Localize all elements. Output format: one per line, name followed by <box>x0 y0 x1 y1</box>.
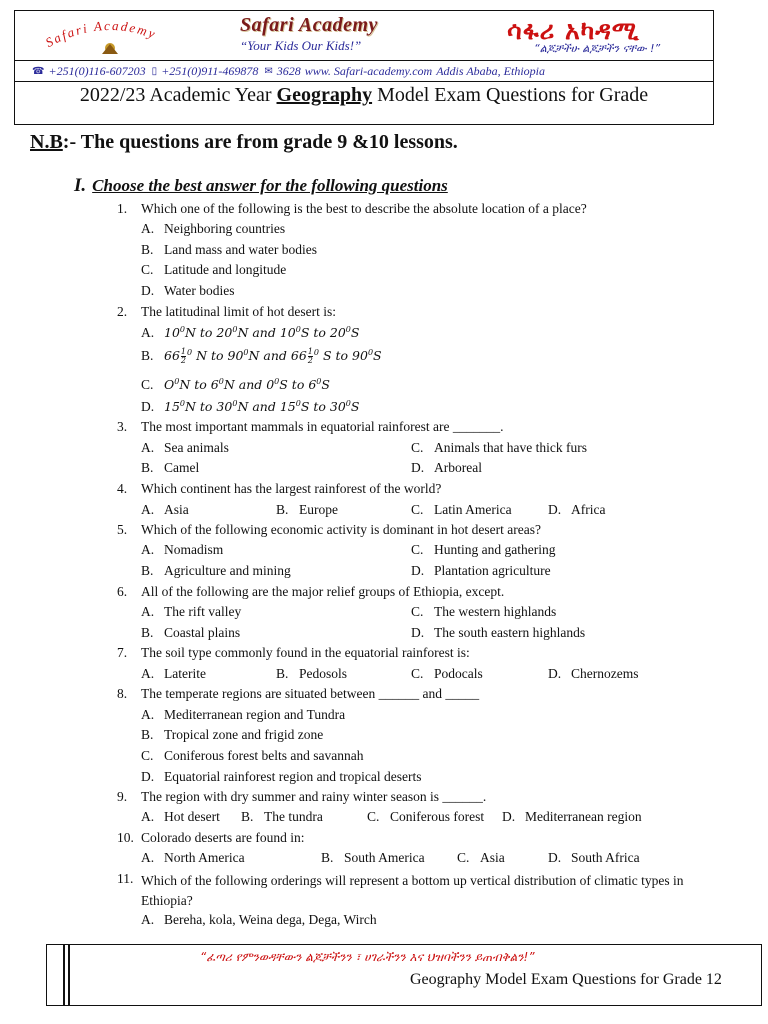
question-text: Which of the following economic activity is dominant in hot desert areas? <box>141 522 542 537</box>
option-math: $10^0N$ to $20^0N$ and $10^0S$ to $20^0S$ <box>164 325 360 341</box>
option-text: The rift valley <box>164 604 242 619</box>
option[interactable] <box>141 440 229 456</box>
question-number: 9. <box>117 789 128 804</box>
option[interactable] <box>411 625 585 641</box>
question-11 <box>117 871 731 911</box>
option-letter: B. <box>276 666 289 681</box>
section-heading-text: Choose the best answer for the following questions <box>92 176 448 195</box>
option[interactable] <box>141 625 240 641</box>
brand-name-amharic: ሳፋሪ አካዳሚ <box>507 16 640 45</box>
option-letter: D. <box>548 666 562 681</box>
option-text: Asia <box>480 850 505 865</box>
option-letter: C. <box>411 502 424 517</box>
option[interactable] <box>141 604 241 620</box>
option-letter: D. <box>411 563 425 578</box>
option-text: The south eastern highlands <box>434 625 586 640</box>
option[interactable] <box>367 809 484 825</box>
option[interactable] <box>141 707 345 723</box>
option[interactable] <box>141 399 359 415</box>
option-letter: C. <box>367 809 380 824</box>
question-10 <box>117 830 304 846</box>
option[interactable] <box>141 377 330 393</box>
question-5 <box>117 522 541 538</box>
option[interactable] <box>457 850 505 866</box>
option[interactable] <box>141 666 206 682</box>
option[interactable] <box>411 542 555 558</box>
option[interactable] <box>276 666 347 682</box>
question-text: The latitudinal limit of hot desert is: <box>141 304 336 319</box>
option[interactable] <box>141 502 189 518</box>
option-text: Coniferous forest <box>390 809 485 824</box>
title-prefix: 2022/23 Academic Year <box>79 84 272 106</box>
question-1 <box>117 201 587 217</box>
option[interactable] <box>321 850 425 866</box>
option-letter: A. <box>141 666 155 681</box>
option[interactable] <box>276 502 338 518</box>
option[interactable] <box>141 912 377 928</box>
option-text: Latin America <box>434 502 512 517</box>
fraction: $\frac{1}{2}$ <box>307 347 313 366</box>
question-number: 4. <box>117 481 128 496</box>
option-letter: B. <box>141 727 154 742</box>
option-text: Equatorial rainforest region and tropical deserts <box>164 769 422 784</box>
mail-icon: ✉ <box>264 65 273 77</box>
option-letter: B. <box>241 809 254 824</box>
question-2 <box>117 304 336 320</box>
option-text: The western highlands <box>434 604 557 619</box>
option-letter: D. <box>141 283 155 298</box>
question-4 <box>117 481 441 497</box>
option[interactable] <box>141 542 223 558</box>
question-6 <box>117 584 504 600</box>
option-text: The tundra <box>264 809 323 824</box>
question-7 <box>117 645 470 661</box>
option[interactable] <box>411 502 512 518</box>
option-text: Camel <box>164 460 200 475</box>
phone-2: +251(0)911-469878 <box>161 63 259 78</box>
logo-arc-text: Safari Academy <box>42 17 159 51</box>
question-9 <box>117 789 486 805</box>
option-letter: D. <box>411 625 425 640</box>
option-letter: B. <box>141 563 154 578</box>
option-letter: C. <box>411 542 424 557</box>
option-letter: D. <box>548 850 562 865</box>
option-text: Mediterranean region <box>525 809 642 824</box>
option[interactable] <box>141 460 199 476</box>
option-text: Land mass and water bodies <box>164 242 317 257</box>
footer-divider <box>68 944 70 1006</box>
city: Addis Ababa, Ethiopia <box>436 63 545 78</box>
svg-text:Safari Academy <box>43 18 159 50</box>
website-link[interactable]: www. Safari-academy.com <box>304 63 433 78</box>
option-text: Plantation agriculture <box>434 563 551 578</box>
title-subject: Geography <box>276 84 373 106</box>
option[interactable] <box>141 283 235 299</box>
option-text: Tropical zone and frigid zone <box>164 727 324 742</box>
option-text: Laterite <box>164 666 206 681</box>
option-letter: A. <box>141 542 155 557</box>
option-text: Asia <box>164 502 189 517</box>
option-letter: C. <box>411 604 424 619</box>
question-8 <box>117 686 479 702</box>
option[interactable] <box>411 440 587 456</box>
mobile-icon: ▯ <box>151 65 158 77</box>
option-text: South Africa <box>571 850 640 865</box>
option-letter: D. <box>548 502 562 517</box>
brand-name-english: Safari Academy <box>240 14 378 36</box>
note-line <box>30 131 458 154</box>
option-letter: A. <box>141 850 155 865</box>
option-letter: C. <box>141 748 154 763</box>
question-text: Which of the following orderings will represent a bottom up vertical distribution of climatic types in Ethiopia? <box>141 873 684 908</box>
question-text: Which one of the following is the best to describe the absolute location of a place? <box>141 201 587 216</box>
option[interactable] <box>548 666 638 682</box>
option[interactable] <box>141 348 382 365</box>
option-text: Mediterranean region and Tundra <box>164 707 346 722</box>
option[interactable] <box>141 727 323 743</box>
option-text: North America <box>164 850 245 865</box>
question-text: Which continent has the largest rainforest of the world? <box>141 481 442 496</box>
question-number: 2. <box>117 304 128 319</box>
option[interactable] <box>548 502 605 518</box>
option-letter: B. <box>141 348 154 364</box>
slogan-amharic: “ልጆቻችሁ ልጆቻችን ናቸው !” <box>534 42 661 55</box>
question-text: All of the following are the major relief groups of Ethiopia, except. <box>141 584 505 599</box>
option-letter: D. <box>411 460 425 475</box>
option-math: $O^0N$ to $6^0N$ and $0^0S$ to $6^0S$ <box>164 377 330 393</box>
option-text: Pedosols <box>299 666 348 681</box>
note-label: N.B <box>30 131 63 153</box>
option[interactable] <box>141 850 245 866</box>
po-box: 3628 <box>276 63 301 78</box>
option-letter: A. <box>141 809 155 824</box>
footer-title: Geography Model Exam Questions for Grade 12 <box>410 971 722 988</box>
question-number: 10. <box>117 830 134 845</box>
fraction: $\frac{1}{2}$ <box>180 347 186 366</box>
question-number: 7. <box>117 645 128 660</box>
option-letter: A. <box>141 440 155 455</box>
option-letter: D. <box>141 399 155 415</box>
option-letter: B. <box>321 850 334 865</box>
option-letter: B. <box>276 502 289 517</box>
note-text: :- The questions are from grade 9 &10 lessons. <box>62 131 458 153</box>
option-letter: C. <box>141 262 154 277</box>
option[interactable] <box>141 242 317 258</box>
option[interactable] <box>141 748 363 764</box>
option-letter: A. <box>141 604 155 619</box>
option-text: Nomadism <box>164 542 224 557</box>
contact-row <box>14 60 714 82</box>
question-text: The most important mammals in equatorial rainforest are _______. <box>141 419 504 434</box>
question-number: 3. <box>117 419 128 434</box>
option[interactable] <box>141 221 285 237</box>
option[interactable] <box>141 809 220 825</box>
option-text: Bereha, kola, Weina dega, Dega, Wirch <box>164 912 377 927</box>
question-text: The region with dry summer and rainy winter season is ______. <box>141 789 487 804</box>
option-letter: C. <box>411 666 424 681</box>
option-text: Africa <box>571 502 606 517</box>
option-letter: A. <box>141 325 155 341</box>
option-letter: C. <box>411 440 424 455</box>
option-letter: B. <box>141 625 154 640</box>
option[interactable] <box>411 604 556 620</box>
option[interactable] <box>141 325 359 341</box>
question-text: The temperate regions are situated between ______ and _____ <box>141 686 480 701</box>
option[interactable] <box>141 262 286 278</box>
option-text: Water bodies <box>164 283 235 298</box>
option-letter: A. <box>141 221 155 236</box>
safari-academy-logo <box>30 14 190 60</box>
option-text: Arboreal <box>434 460 482 475</box>
question-number: 6. <box>117 584 128 599</box>
option[interactable] <box>241 809 323 825</box>
option[interactable] <box>411 563 551 579</box>
option-letter: C. <box>457 850 470 865</box>
option-text: Neighboring countries <box>164 221 286 236</box>
question-text: The soil type commonly found in the equatorial rainforest is: <box>141 645 470 660</box>
option-text: Coniferous forest belts and savannah <box>164 748 364 763</box>
option-letter: C. <box>141 377 154 393</box>
option-text: Podocals <box>434 666 483 681</box>
option-letter: D. <box>502 809 516 824</box>
option-text: South America <box>344 850 425 865</box>
option-letter: B. <box>141 460 154 475</box>
option-letter: A. <box>141 707 155 722</box>
option-text: Hunting and gathering <box>434 542 556 557</box>
option[interactable] <box>141 769 422 785</box>
option-letter: D. <box>141 769 155 784</box>
option-text: Europe <box>299 502 338 517</box>
option-text: Animals that have thick furs <box>434 440 587 455</box>
question-text: Colorado deserts are found in: <box>141 830 305 845</box>
title-suffix: Model Exam Questions for Grade <box>377 84 649 106</box>
option-math: 66 $\frac{1}{2}$ $^0$ N to $90^0N$ and 66 $\frac{1}{2}$ $^0$ S to $90^0S$ <box>164 347 382 366</box>
option-letter: B. <box>141 242 154 257</box>
footer-divider <box>63 944 65 1006</box>
phone-icon: ☎ <box>32 65 45 77</box>
option-math: $15^0N$ to $30^0N$ and $15^0S$ to $30^0S$ <box>164 399 360 415</box>
option[interactable] <box>411 460 482 476</box>
footer-slogan-amharic: “ፈጣሪ የምንወዳቸውን ልጆቻችንን ፣ ሀገራችንን እና ህዝባችንን ይጠብቅልን!” <box>200 950 535 964</box>
option-text: Sea animals <box>164 440 229 455</box>
option[interactable] <box>141 563 291 579</box>
option[interactable] <box>411 666 483 682</box>
phone-1: +251(0)116-607203 <box>48 63 146 78</box>
section-heading <box>74 175 448 197</box>
option-letter: A. <box>141 502 155 517</box>
option-text: Hot desert <box>164 809 220 824</box>
option[interactable] <box>548 850 640 866</box>
option-text: Latitude and longitude <box>164 262 287 277</box>
option[interactable] <box>502 809 642 825</box>
question-number: 5. <box>117 522 128 537</box>
option-text: Coastal plains <box>164 625 241 640</box>
option-text: Chernozems <box>571 666 639 681</box>
slogan-english: “Your Kids Our Kids!” <box>240 38 362 53</box>
question-number: 1. <box>117 201 128 216</box>
question-3 <box>117 419 504 435</box>
section-numeral: I. <box>74 175 87 196</box>
question-number: 11. <box>117 871 134 886</box>
question-number: 8. <box>117 686 128 701</box>
exam-title <box>14 84 714 107</box>
option-letter: A. <box>141 912 155 927</box>
option-text: Agriculture and mining <box>164 563 291 578</box>
